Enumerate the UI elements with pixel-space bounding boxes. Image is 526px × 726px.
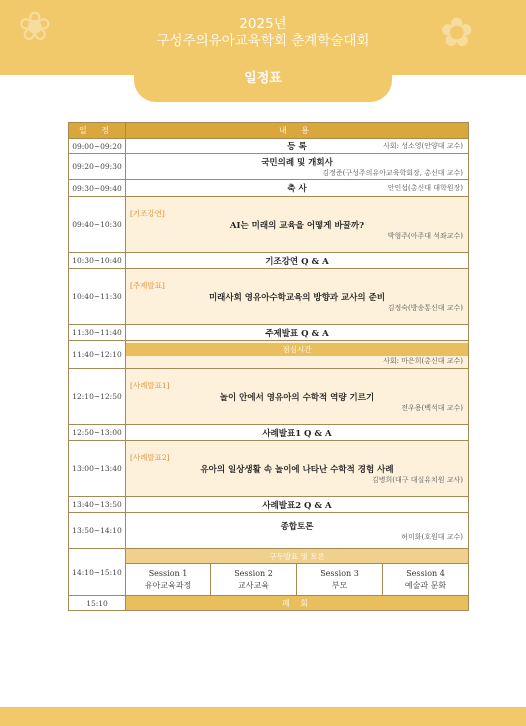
time-cell: 13:50~14:10 bbox=[69, 513, 126, 549]
time-cell: 10:30~10:40 bbox=[69, 253, 126, 269]
time-cell: 09:30~09:40 bbox=[69, 180, 126, 197]
session-tag: [사례발표2] bbox=[130, 453, 170, 462]
presenter: 안인섭(총신대 대학원장) bbox=[387, 184, 463, 192]
table-row bbox=[69, 549, 469, 564]
footer-band bbox=[0, 707, 526, 726]
time-cell: 11:40~12:10 bbox=[69, 341, 126, 369]
closing-label: 폐 회 bbox=[126, 596, 469, 611]
table-row bbox=[69, 253, 469, 269]
table-row bbox=[69, 596, 469, 611]
time-cell: 14:10~15:10 bbox=[69, 549, 126, 596]
session-tag: [주제발표] bbox=[130, 281, 165, 290]
table-row bbox=[69, 197, 469, 253]
oral-presentation-header: 구두발표 및 토론 bbox=[126, 549, 469, 564]
item-title: 축 사 bbox=[287, 184, 307, 194]
schedule-tab-label: 일정표 bbox=[134, 58, 392, 102]
presenter: 박형주(아주대 석좌교수) bbox=[387, 232, 463, 240]
table-row bbox=[69, 425, 469, 441]
item-title: 국민의례 및 개회사 bbox=[261, 157, 333, 168]
table-row bbox=[69, 325, 469, 341]
time-cell: 13:40~13:50 bbox=[69, 497, 126, 513]
presenter: 사회: 성소영(안양대 교수) bbox=[383, 142, 463, 150]
presenter: 김병희(대구 대실유치원 교사) bbox=[371, 476, 463, 484]
lunch-break-label: 점심시간 bbox=[126, 343, 468, 356]
item-title: 유아의 일상생활 속 놀이에 나타난 수학적 경험 사례 bbox=[200, 465, 394, 475]
table-row bbox=[69, 341, 469, 369]
time-cell: 15:10 bbox=[69, 596, 126, 611]
time-cell: 13:00~13:40 bbox=[69, 441, 126, 497]
presenter: 허미화(호원대 교수) bbox=[401, 532, 463, 541]
floral-decoration-icon: ❀ bbox=[18, 4, 52, 50]
session-cell: Session 2 교사교육 bbox=[211, 564, 297, 596]
event-title: 2025년 구성주의유아교육학회 춘계학술대회 bbox=[156, 16, 370, 49]
item-title: 미래사회 영유아수학교육의 방향과 교사의 준비 bbox=[208, 293, 386, 303]
time-cell: 12:50~13:00 bbox=[69, 425, 126, 441]
presenter: 사회: 마은희(총신대 교수) bbox=[383, 357, 463, 365]
table-header-row bbox=[69, 123, 469, 139]
time-cell: 09:00~09:20 bbox=[69, 139, 126, 154]
floral-decoration-icon: ✿ bbox=[440, 10, 474, 56]
table-row bbox=[69, 441, 469, 497]
table-row bbox=[69, 497, 469, 513]
session-cell: Session 1 유아교육과정 bbox=[126, 564, 211, 596]
time-cell: 12:10~12:50 bbox=[69, 369, 126, 425]
time-cell: 10:40~11:30 bbox=[69, 269, 126, 325]
session-row bbox=[69, 564, 469, 596]
schedule-table bbox=[68, 122, 469, 611]
content-column-header: 내 용 bbox=[126, 123, 469, 139]
session-tag: [기조강연] bbox=[130, 209, 165, 218]
table-row bbox=[69, 139, 469, 154]
item-title: 사례발표1 Q & A bbox=[262, 428, 332, 439]
presenter: 전우용(백석대 교수) bbox=[401, 404, 463, 412]
table-row bbox=[69, 369, 469, 425]
item-title: 종합토론 bbox=[280, 521, 314, 532]
table-row bbox=[69, 513, 469, 549]
session-tag: [사례발표1] bbox=[130, 381, 170, 390]
presenter: 김정숙(방송통신대 교수) bbox=[387, 304, 463, 312]
time-cell: 09:40~10:30 bbox=[69, 197, 126, 253]
table-row bbox=[69, 180, 469, 197]
item-title: 등 록 bbox=[287, 142, 307, 152]
presenter: 김정준(구성주의유아교육학회장, 총신대 교수) bbox=[322, 168, 463, 177]
time-cell: 11:30~11:40 bbox=[69, 325, 126, 341]
table-row bbox=[69, 269, 469, 325]
item-title: 놀이 안에서 영유아의 수학적 역량 기르기 bbox=[219, 393, 375, 403]
time-column-header: 일 정 bbox=[69, 123, 126, 139]
table-row bbox=[69, 154, 469, 180]
item-title: 기조강연 Q & A bbox=[265, 256, 329, 267]
time-cell: 09:20~09:30 bbox=[69, 154, 126, 180]
session-cell: Session 3 부모 bbox=[297, 564, 383, 596]
item-title: AI는 미래의 교육을 어떻게 바꿀까? bbox=[229, 221, 365, 231]
session-cell: Session 4 예술과 문화 bbox=[383, 564, 469, 596]
item-title: 사례발표2 Q & A bbox=[262, 500, 332, 511]
item-title: 주제발표 Q & A bbox=[265, 328, 329, 339]
